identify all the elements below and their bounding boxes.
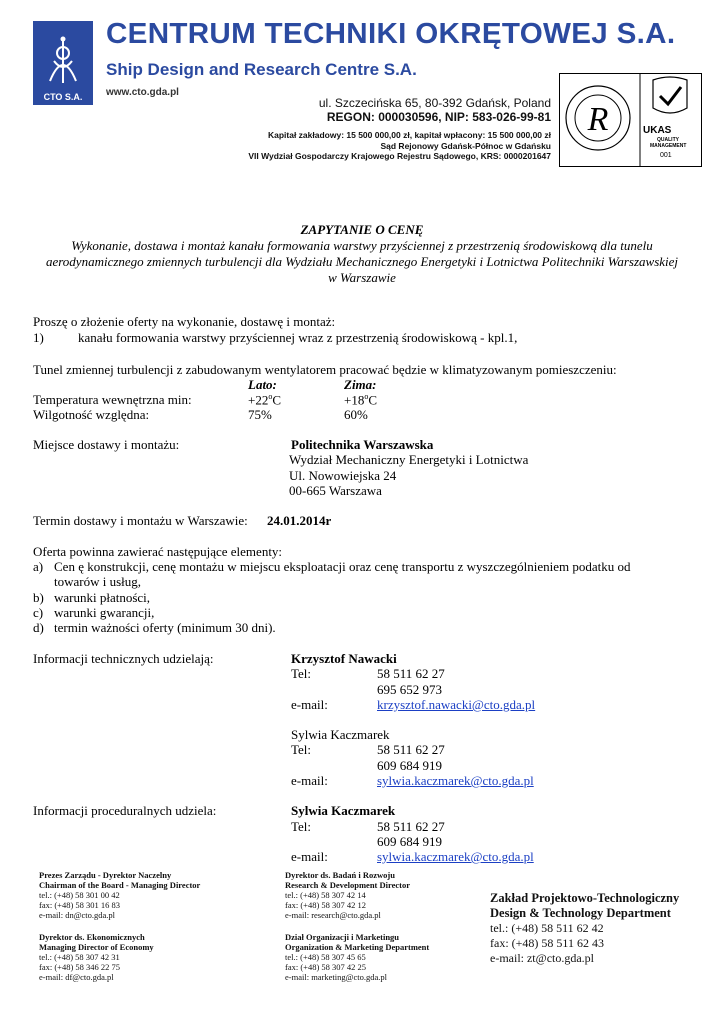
footer-fax: fax: (+48) 58 307 42 25 (285, 962, 367, 972)
contact-mobile: 695 652 973 (377, 682, 442, 697)
tel-label: Tel: (291, 819, 312, 834)
offer-item-text: warunki gwarancji, (54, 605, 155, 620)
company-name: CENTRUM TECHNIKI OKRĘTOWEJ S.A. (106, 18, 676, 50)
footer-title: Prezes Zarządu - Dyrektor Naczelny (39, 870, 172, 880)
celsius-unit: C (272, 392, 282, 408)
company-regon: REGON: 000030596, NIP: 583-026-99-81 (326, 110, 551, 124)
footer-tel: tel.: (+48) 58 301 00 42 (39, 890, 120, 900)
offer-item-text: warunki płatności, (54, 590, 151, 605)
company-court: Sąd Rejonowy Gdańsk-Północ w Gdańsku (380, 141, 551, 151)
document-title: ZAPYTANIE O CENĘ (300, 222, 424, 237)
footer-contact-marketing (285, 932, 429, 982)
humidity-summer: 75% (248, 407, 272, 422)
contact-mobile: 609 684 919 (377, 834, 442, 849)
contact-email-link[interactable]: krzysztof.nawacki@cto.gda.pl (377, 697, 536, 712)
request-text: Proszę o złożenie oferty na wykonanie, dostawę i montaż: (33, 314, 336, 329)
email-label: e-mail: (291, 773, 328, 788)
footer-contact-research (285, 870, 410, 920)
temp-summer (248, 392, 281, 408)
department-tel: tel.: (+48) 58 511 62 42 (490, 921, 604, 935)
footer-title: Dyrektor ds. Ekonomicznych (39, 932, 145, 942)
contact-phone: 58 511 62 27 (377, 819, 445, 834)
temp-winter-value: +18 (344, 392, 365, 408)
contact-mobile: 609 684 919 (377, 758, 442, 773)
cert-number: 001 (660, 152, 672, 159)
footer-fax: fax: (+48) 58 307 42 12 (285, 900, 367, 910)
offer-intro: Oferta powinna zawierać następujące elementy: (33, 544, 283, 559)
footer-title: Dyrektor ds. Badań i Rozwoju (285, 870, 395, 880)
offer-item-text: Cen ę konstrukcji, cenę montażu w miejscu eksploatacji oraz cenę transportu z wyszczególnieniem podatku od (54, 559, 631, 574)
contact-email-link[interactable]: sylwia.kaczmarek@cto.gda.pl (377, 773, 534, 788)
footer-fax: fax: (+48) 58 301 16 83 (39, 900, 121, 910)
footer-tel: tel.: (+48) 58 307 42 31 (39, 952, 120, 962)
tel-label: Tel: (291, 742, 312, 757)
deadline-value: 24.01.2014r (267, 513, 332, 528)
item-number: 1) (33, 330, 44, 345)
temp-winter (344, 392, 377, 408)
tech-info-label: Informacji technicznych udzielają: (33, 651, 214, 666)
offer-item-cont: towarów i usług, (54, 574, 142, 589)
degree-unit: o (268, 392, 273, 401)
delivery-line: 00-665 Warszawa (289, 483, 382, 498)
subtitle-line: aerodynamicznego zmiennych turbulencji dla Wydziału Mechanicznego Energetyki i Lotnictwa Politechniki Warszawskiej (45, 254, 679, 269)
department-fax: fax: (+48) 58 511 62 43 (490, 936, 604, 950)
logo-caption: CTO S.A. (43, 92, 83, 102)
footer-email[interactable]: e-mail: research@cto.gda.pl (285, 910, 381, 920)
contact-name: Sylwia Kaczmarek (291, 727, 390, 742)
offer-item-mark: b) (33, 590, 44, 605)
tel-label: Tel: (291, 666, 312, 681)
quality-management-label: QUALITY MANAGEMENT (650, 137, 687, 149)
company-registry: VII Wydział Gospodarczy Krajowego Rejestru Sądowego, KRS: 0000201647 (248, 151, 551, 161)
celsius-unit: C (368, 392, 378, 408)
svg-text:R: R (587, 101, 609, 138)
department-name-en: Design & Technology Department (490, 906, 671, 920)
footer-contact-chairman (39, 870, 200, 920)
summer-header: Lato: (248, 377, 277, 392)
footer-title-en: Managing Director of Economy (39, 942, 154, 952)
website-link[interactable]: www.cto.gda.pl (106, 87, 179, 98)
company-capital: Kapitał zakładowy: 15 500 000,00 zł, kapitał wpłacony: 15 500 000,00 zł (267, 130, 551, 140)
ukas-label: UKAS (643, 125, 672, 136)
contact-phone: 58 511 62 27 (377, 742, 445, 757)
contact-email-link[interactable]: sylwia.kaczmarek@cto.gda.pl (377, 849, 534, 864)
footer-title-en: Organization & Marketing Department (285, 942, 430, 952)
department-email[interactable]: e-mail: zt@cto.gda.pl (490, 951, 595, 965)
humidity-label: Wilgotność względna: (33, 407, 150, 422)
subtitle-line: w Warszawie (328, 270, 396, 285)
footer-title-en: Chairman of the Board - Managing Director (39, 880, 201, 890)
email-label: e-mail: (291, 697, 328, 712)
footer-title-en: Research & Development Director (285, 880, 411, 890)
offer-item-mark: a) (33, 559, 44, 574)
temp-label: Temperatura wewnętrzna min: (33, 392, 192, 407)
company-subtitle: Ship Design and Research Centre S.A. (106, 60, 417, 79)
footer-department (490, 891, 679, 966)
delivery-name: Politechnika Warszawska (291, 437, 434, 452)
temp-summer-value: +22 (248, 392, 269, 408)
offer-item-text: termin ważności oferty (minimum 30 dni). (54, 620, 276, 635)
subtitle-line: Wykonanie, dostawa i montaż kanału formowania warstwy przyściennej z przestrzenią środowiskową dla tunelu (71, 238, 653, 253)
company-address: ul. Szczecińska 65, 80-392 Gdańsk, Poland (318, 96, 551, 110)
department-name: Zakład Projektowo-Technologiczny (490, 891, 680, 905)
offer-item-mark: d) (33, 620, 44, 635)
iso-certification-icon (560, 74, 701, 166)
footer-title: Dział Organizacji i Marketingu (285, 932, 400, 942)
tunnel-text: Tunel zmiennej turbulencji z zabudowanym wentylatorem pracować będzie w klimatyzowanym pomieszczeniu: (33, 362, 617, 377)
footer-email[interactable]: e-mail: marketing@cto.gda.pl (285, 972, 388, 982)
footer-email[interactable]: e-mail: df@cto.gda.pl (39, 972, 114, 982)
delivery-line: Ul. Nowowiejska 24 (289, 468, 397, 483)
certification-box (559, 73, 702, 167)
document-subtitle (34, 238, 690, 286)
footer-contact-economy (39, 932, 154, 982)
deadline-label: Termin dostawy i montażu w Warszawie: (33, 513, 248, 528)
footer-fax: fax: (+48) 58 346 22 75 (39, 962, 121, 972)
footer-email[interactable]: e-mail: dn@cto.gda.pl (39, 910, 116, 920)
degree-unit: o (364, 392, 369, 401)
footer-tel: tel.: (+48) 58 307 45 65 (285, 952, 366, 962)
item-text: kanału formowania warstwy przyściennej wraz z przestrzenią środowiskową - kpl.1, (78, 330, 518, 345)
footer-tel: tel.: (+48) 58 307 42 14 (285, 890, 366, 900)
delivery-line: Wydział Mechaniczny Energetyki i Lotnictwa (289, 452, 529, 467)
contact-name: Sylwia Kaczmarek (291, 803, 396, 818)
contact-name: Krzysztof Nawacki (291, 651, 397, 666)
delivery-label: Miejsce dostawy i montażu: (33, 437, 180, 452)
humidity-winter: 60% (344, 407, 368, 422)
email-label: e-mail: (291, 849, 328, 864)
offer-item-mark: c) (33, 605, 44, 620)
winter-header: Zima: (344, 377, 377, 392)
proc-info-label: Informacji proceduralnych udziela: (33, 803, 217, 818)
contact-phone: 58 511 62 27 (377, 666, 445, 681)
